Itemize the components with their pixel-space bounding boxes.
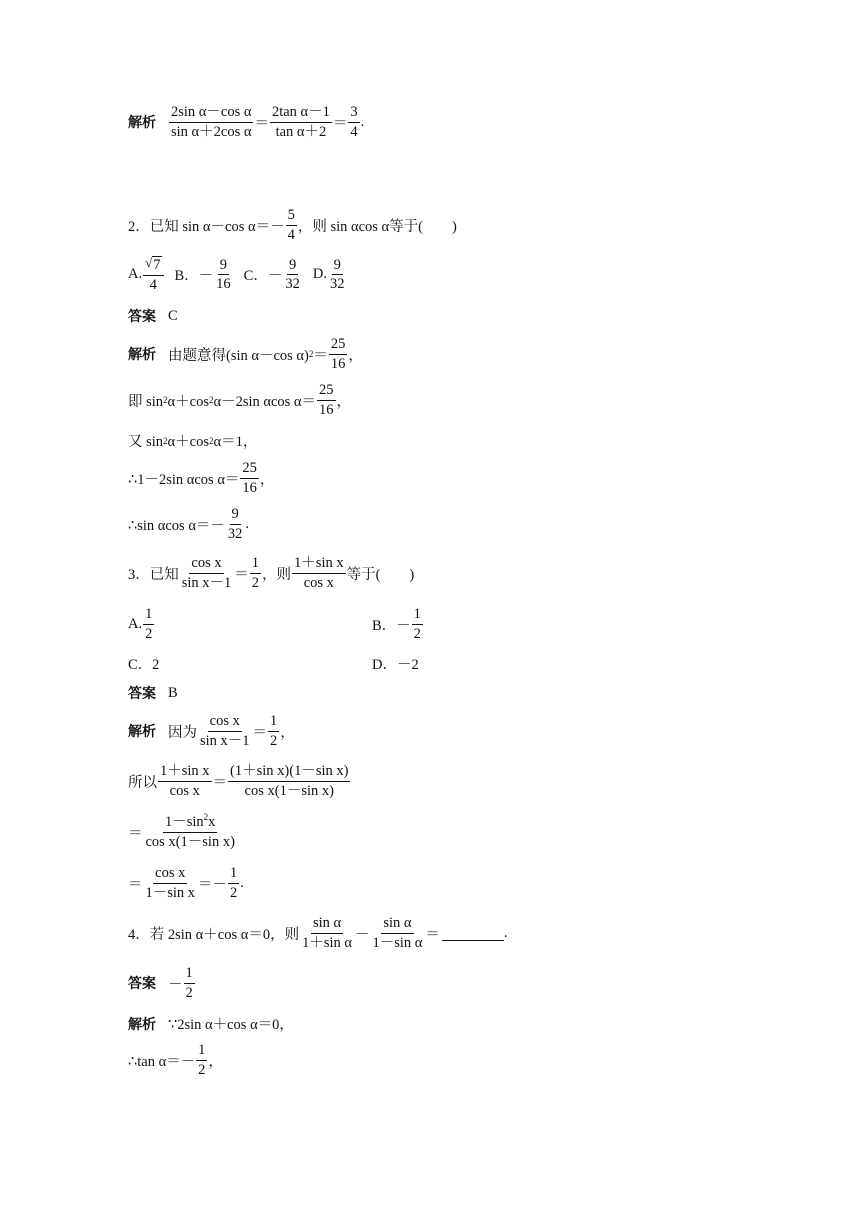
q3-solution-3: ＝ $\frac{1-\sin^2x}{\text{cos x(1－sin x)}}$	[128, 812, 235, 850]
fraction: $\frac{9}{32}$	[329, 256, 345, 293]
q4-solution-2: ∴tan α＝－ $\frac{1}{2}$ ，	[128, 1042, 223, 1078]
fraction: $\frac{\text{(1＋sin x)(1－sin x)}}{\text{cos x(1－sin x)}}$	[230, 763, 349, 799]
q2-option-b: B．－ $\frac{9}{16}$	[174, 256, 231, 293]
fraction: $\frac{1}{2}$	[145, 606, 153, 642]
answer-label: 答案	[128, 309, 156, 325]
q2-option-a: A. √ 7 4	[128, 256, 165, 293]
fraction: $\frac{1}{2}$	[413, 606, 421, 642]
q3-option-b: B．－ $\frac{1}{2}$	[372, 606, 421, 642]
q2-stem: 2．已知 sin α－cos α＝－ $\frac{5}{4}$ ，则 sin αcos α等于( )	[128, 207, 457, 243]
fraction: $\frac{25}{16}$	[330, 336, 346, 372]
q2-option-d: D. $\frac{9}{32}$	[312, 256, 345, 293]
fraction: $\frac{25}{16}$	[319, 382, 334, 418]
q4-stem: 4．若 2sin α＋cos α＝0，则 $\frac{\text{sin α}}{\text{1＋sin α}}$ － $\frac{\text{sin α}}{\text{1－sin α}}$ ＝ .	[128, 915, 508, 951]
q2-solution-3: 又 sin 2 α＋cos 2 α＝1，	[128, 434, 258, 450]
q4-answer: 答案 － $\frac{1}{2}$	[128, 965, 193, 1001]
q3-stem: 3．已知 $\frac{\text{cos x}}{\text{sin x－1}}$ ＝ $\frac{1}{2}$ ，则 $\frac{\text{1＋sin x}}{\text{cos x}}$ 等于( )	[128, 555, 415, 591]
fraction: $\frac{\text{1＋sin x}}{\text{cos x}}$	[160, 763, 210, 799]
q2-solution-2: 即 sin 2 α＋cos 2 α－2sin αcos α＝ $\frac{25}{16}$ ，	[128, 382, 352, 418]
fraction: $\frac{\text{2sin α－cos α}}{\text{sin α＋2cos α}}$	[171, 104, 252, 140]
q2-option-c: C．－ $\frac{9}{32}$	[243, 256, 300, 293]
fraction: $\frac{\text{1＋sin x}}{\text{cos x}}$	[294, 555, 344, 591]
answer-label: 答案	[128, 976, 156, 993]
fraction: $\frac{\text{sin α}}{\text{1－sin α}}$	[372, 915, 423, 951]
answer-value: B	[168, 684, 178, 701]
solution-label: 解析	[128, 115, 156, 132]
q2-options	[128, 256, 347, 293]
fraction: $\frac{\text{cos x}}{\text{sin x－1}}$	[181, 555, 232, 591]
q3-solution-4: ＝ $\frac{\text{cos x}}{\text{1－sin x}}$ ＝－ $\frac{1}{2}$ .	[128, 865, 244, 901]
fraction: $\frac{9}{32}$	[227, 506, 243, 542]
q2-solution-4: ∴1－2sin αcos α＝ $\frac{25}{16}$ ，	[128, 460, 275, 496]
answer-blank	[442, 926, 504, 941]
answer-label: 答案	[128, 686, 156, 702]
fraction: $\frac{1-\sin^2x}{\text{cos x(1－sin x)}}$	[145, 812, 235, 850]
q3-solution-1: 解析 因为 $\frac{\text{cos x}}{\text{sin x－1}}$ ＝ $\frac{1}{2}$ ，	[128, 713, 295, 749]
fraction: $\frac{1}{2}$	[198, 1042, 206, 1078]
fraction: $\frac{9}{16}$	[216, 256, 231, 293]
q2-solution-5: ∴sin αcos α＝－ $\frac{9}{32}$ .	[128, 506, 250, 542]
q2-solution-1: 解析 由题意得(sin α－cos α) 2 ＝ $\frac{25}{16}$ ，	[128, 336, 363, 372]
q3-answer	[128, 683, 178, 703]
fraction: $\frac{9}{32}$	[285, 256, 300, 293]
fraction: $\frac{\text{2tan α－1}}{\text{tan α＋2}}$	[271, 104, 330, 140]
q1-solution-line: 解析 $\frac{\text{2sin α－cos α}}{\text{sin α＋2cos α}}$ ＝ $\frac{\text{2tan α－1}}{\text{tan α＋2}}$ ＝ $\frac{3}{4}$ .	[128, 104, 365, 140]
q3-option-d: D．－2	[372, 657, 419, 673]
fraction: $\frac{3}{4}$	[350, 104, 358, 140]
fraction: $\frac{\text{cos x}}{\text{sin x－1}}$	[200, 713, 250, 749]
q3-solution-2: 所以 $\frac{\text{1＋sin x}}{\text{cos x}}$ ＝ $\frac{\text{(1＋sin x)(1－sin x)}}{\text{cos x(1－sin x)}}$	[128, 763, 349, 799]
fraction: $\frac{1}{2}$	[185, 965, 193, 1001]
fraction: $\frac{5}{4}$	[287, 207, 295, 243]
fraction: $\frac{\text{sin α}}{\text{1＋sin α}}$	[302, 915, 352, 951]
answer-value: C	[168, 307, 178, 324]
q3-option-a: A. $\frac{1}{2}$	[128, 606, 153, 642]
fraction: $\frac{\text{cos x}}{\text{1－sin x}}$	[145, 865, 196, 901]
q4-solution-1: 解析 ∵2sin α＋cos α＝0，	[128, 1013, 294, 1034]
q2-answer	[128, 306, 178, 326]
solution-label: 解析	[128, 347, 156, 364]
fraction: $\frac{1}{2}$	[270, 713, 278, 749]
q3-option-c: C．2	[128, 657, 160, 673]
fraction: √ 7 4	[143, 256, 163, 293]
fraction: $\frac{1}{2}$	[251, 555, 260, 591]
solution-label: 解析	[128, 1016, 156, 1033]
fraction: $\frac{25}{16}$	[242, 460, 257, 496]
solution-label: 解析	[128, 724, 156, 741]
fraction: $\frac{1}{2}$	[230, 865, 238, 901]
